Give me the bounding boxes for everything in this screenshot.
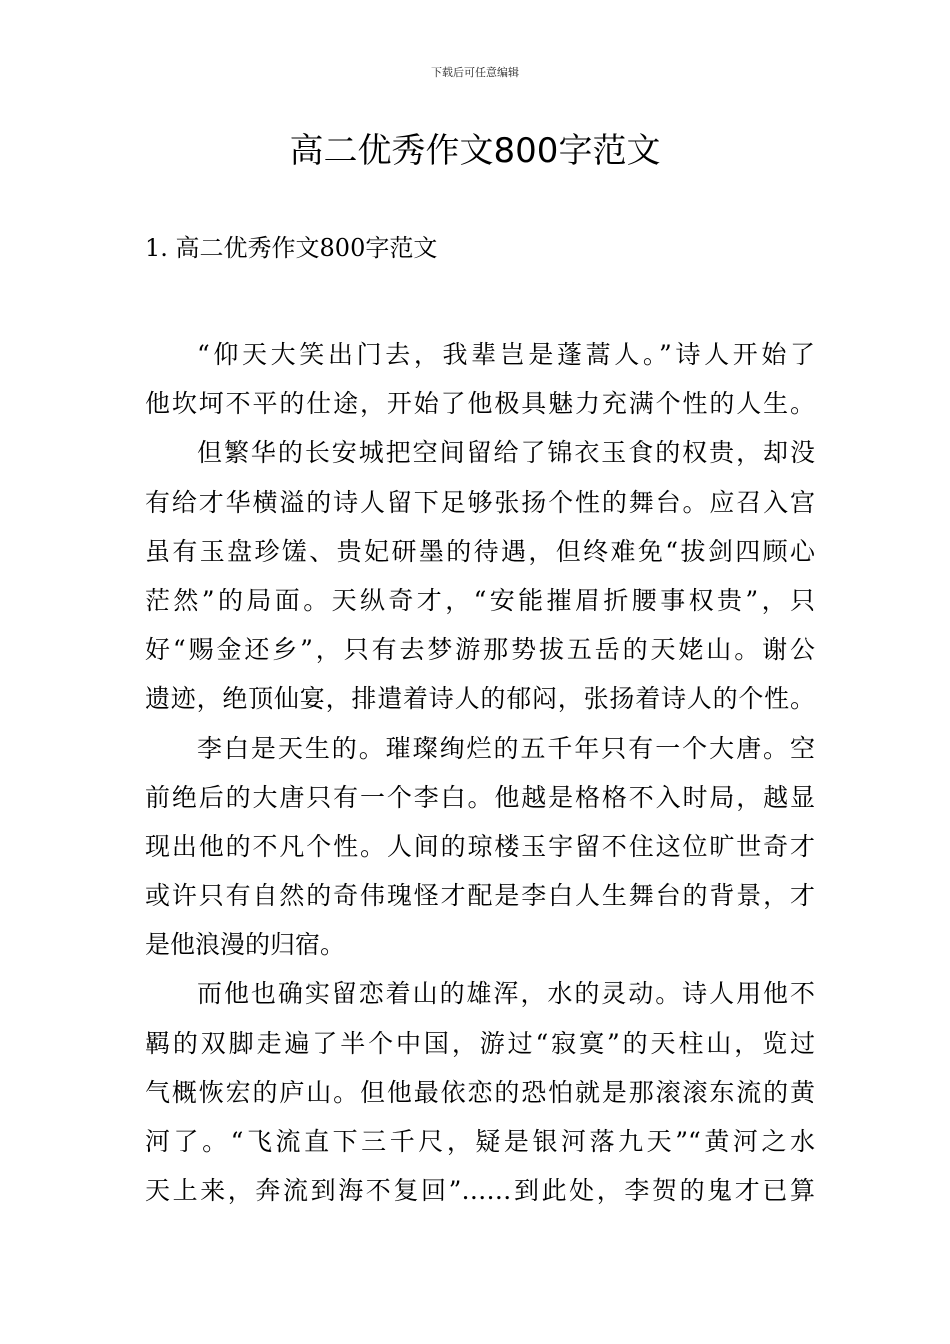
essay-line: 或许只有自然的奇伟瑰怪才配是李白人生舞台的背景，才 — [145, 881, 815, 911]
essay-line: 气概恢宏的庐山。但他最依恋的恐怕就是那滚滚东流的黄 — [145, 1077, 815, 1107]
section-heading: 1. 高二优秀作文800字范文 — [145, 234, 438, 262]
essay-line: 有给才华横溢的诗人留下足够张扬个性的舞台。应召入宫 — [145, 487, 815, 517]
essay-line: 前绝后的大唐只有一个李白。他越是格格不入时局，越显 — [145, 782, 815, 812]
essay-line: 现出他的不凡个性。人间的琼楼玉宇留不住这位旷世奇才 — [145, 831, 815, 861]
essay-line: 李白是天生的。璀璨绚烂的五千年只有一个大唐。空 — [197, 733, 815, 763]
essay-line: 茫然”的局面。天纵奇才，“安能摧眉折腰事权贵”，只 — [145, 585, 815, 615]
essay-line: 虽有玉盘珍馐、贵妃研墨的待遇，但终难免“拔剑四顾心 — [145, 536, 815, 566]
essay-line: 是他浪漫的归宿。 — [145, 930, 346, 960]
essay-line: 他坎坷不平的仕途，开始了他极具魅力充满个性的人生。 — [145, 389, 815, 419]
essay-line: 遗迹，绝顶仙宴，排遣着诗人的郁闷，张扬着诗人的个性。 — [145, 684, 815, 714]
essay-line: 天上来，奔流到海不复回”……到此处，李贺的鬼才已算 — [145, 1176, 815, 1206]
essay-body — [145, 330, 815, 1215]
essay-line: 羁的双脚走遍了半个中国，游过“寂寞”的天柱山，览过 — [145, 1028, 815, 1058]
essay-line: 河了。“飞流直下三千尺，疑是银河落九天”“黄河之水 — [145, 1127, 815, 1156]
essay-line: “仰天大笑出门去，我辈岂是蓬蒿人。”诗人开始了 — [197, 340, 815, 369]
essay-line: 好“赐金还乡”，只有去梦游那势拔五岳的天姥山。谢公 — [145, 635, 815, 665]
essay-line: 但繁华的长安城把空间留给了锦衣玉食的权贵，却没 — [197, 438, 815, 468]
document-title: 高二优秀作文800字范文 — [289, 131, 661, 171]
page-header-note: 下载后可任意编辑 — [431, 66, 519, 79]
essay-line: 而他也确实留恋着山的雄浑，水的灵动。诗人用他不 — [197, 979, 815, 1009]
